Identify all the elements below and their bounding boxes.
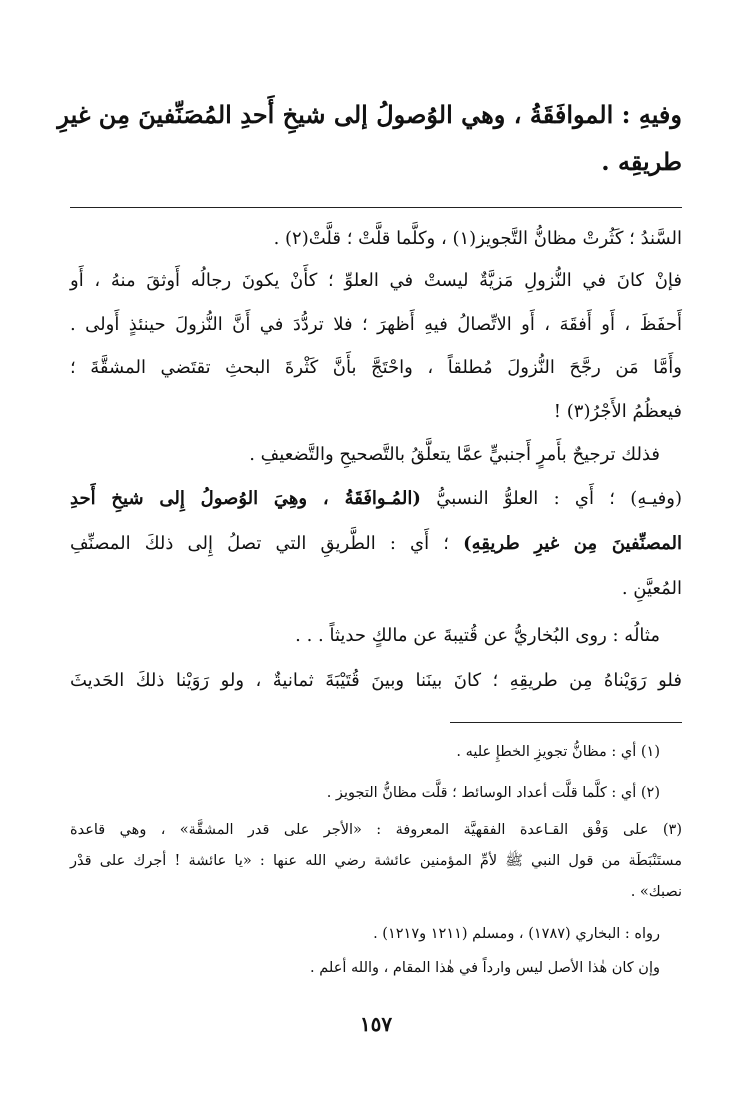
matn-line-1: وفيهِ : الموافَقَةُ ، وهي الوُصولُ إلى شيخِ أَحدِ المُصَنِّفينَ مِن غيرِ bbox=[57, 100, 682, 129]
body-line-7 bbox=[70, 488, 682, 509]
body-line-3: أَحفَظَ ، أَو أَفقَهَ ، أَو الاتِّصالُ فيهِ أَظهرَ ؛ فلا تردُّدَ في أَنَّ النُّزولَ حينئذٍ أَولى . bbox=[70, 314, 682, 335]
footnote-source: رواه : البخاري (١٧٨٧) ، ومسلم (١٢١١ و١٢١٧) . bbox=[373, 926, 660, 942]
body-line-8 bbox=[70, 533, 682, 554]
body-line-7-intro: (وفيـهِ) ؛ أَي : العلوُّ النسبيُّ bbox=[420, 488, 682, 509]
body-line-11: فلو رَوَيْناهُ مِن طريقِهِ ؛ كانَ بينَنا وبينَ قُتَيْبَةَ ثمانيةٌ ، ولو رَوَيْنا ذلكَ الحَديثَ bbox=[70, 670, 682, 691]
body-line-5: فيعظُمُ الأَجْرُ(٣) ! bbox=[553, 401, 682, 422]
footnote-3-line-1: (٣) على وَفْق القـاعدة الفقهيَّة المعروفة : «الأجر على قدر المشقَّة» ، وهي قاعدة bbox=[70, 822, 682, 838]
matn-quote-part-2: المصنِّفينَ مِن غيرِ طريقِهِ) bbox=[463, 533, 682, 554]
footnote-2: (٢) أي : كلَّما قلَّت أعداد الوسائط ؛ قلَّت مظانُّ التجويز . bbox=[326, 785, 660, 801]
footnote-1: (١) أي : مظانُّ تجويزِ الخطإِ عليه . bbox=[456, 744, 660, 760]
body-line-9: المُعيَّنِ . bbox=[621, 578, 682, 599]
footnote-remark: وإن كان هٰذا الأصل ليس وارداً في هٰذا المقام ، والله أعلم . bbox=[310, 960, 660, 976]
footnote-3-line-2: مستَنْبَطَة من قول النبي ﷺ لأمِّ المؤمنين عائشة رضي الله عنها : «يا عائشة ! أجرك على قدْر bbox=[70, 853, 682, 869]
body-line-2: فإنْ كانَ في النُّزولِ مَزيَّةٌ ليستْ في العلوِّ ؛ كأَنْ يكونَ رجالُه أَوثقَ منهُ ، أَو bbox=[70, 270, 682, 291]
body-line-10: مثالُه : روى البُخاريُّ عن قُتيبةَ عن مالكٍ حديثاً . . . bbox=[295, 625, 660, 646]
body-line-6: فذلك ترجيحٌ بأَمرٍ أَجنبيٍّ عمَّا يتعلَّقُ بالتَّصحيحِ والتَّضعيفِ . bbox=[249, 444, 660, 465]
body-line-1: السَّندُ ؛ كَثُرتْ مظانُّ التَّجويز(١) ، وكلَّما قلَّتْ ؛ قلَّتْ(٢) . bbox=[273, 228, 682, 249]
footnote-divider bbox=[450, 722, 682, 723]
matn-quote-part-1: (المُـوافَقَةُ ، وهِيَ الوُصولُ إِلى شيخِ أَحدِ bbox=[70, 488, 421, 509]
page-number: ١٥٧ bbox=[359, 1012, 393, 1036]
footnote-3-line-3: نصبك» . bbox=[630, 884, 682, 900]
header-divider bbox=[70, 207, 682, 208]
body-line-4: وأَمَّا مَن رجَّحَ النُّزولَ مُطلقاً ، واحْتَجَّ بأَنَّ كَثْرةَ البحثِ تقتَضي المشقَّةَ ؛ bbox=[70, 357, 682, 378]
body-line-8-tail: ؛ أَي : الطَّريقِ التي تصلُ إِلى ذلكَ المصنِّفِ bbox=[70, 533, 464, 554]
matn-line-2: طريقِه . bbox=[601, 147, 682, 176]
